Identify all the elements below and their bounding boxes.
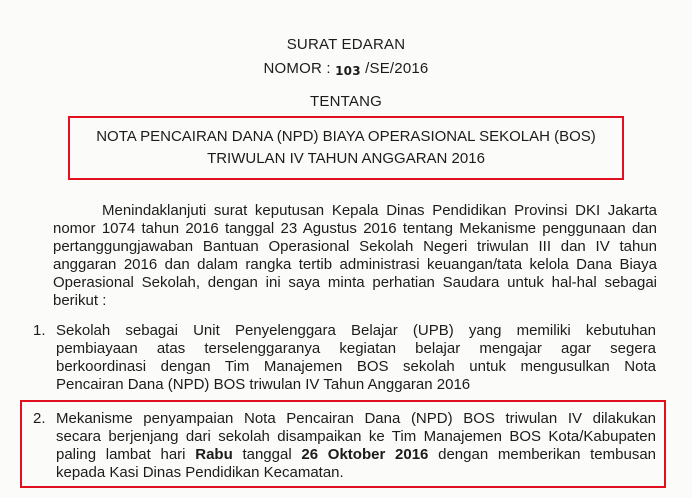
item-1-line: pembiayaan atas terselenggaranya kegiatan belajar mengajar agar segera (56, 340, 656, 357)
intro-line: berikut : (53, 292, 107, 309)
subject-title-line-1: NOTA PENCAIRAN DANA (NPD) BIAYA OPERASIONAL SEKOLAH (BOS) (96, 128, 596, 145)
deadline-suffix: dengan memberikan tembusan (428, 446, 657, 463)
item-number: 1. (33, 322, 46, 339)
item-2-line: Mekanisme penyampaian Nota Pencairan Dana (NPD) BOS triwulan IV dilakukan (56, 410, 656, 427)
deadline-prefix: paling lambat hari (56, 446, 196, 463)
subject-title-line-2: TRIWULAN IV TAHUN ANGGARAN 2016 (207, 150, 485, 167)
intro-line: Operasional Sekolah, dengan ini saya minta perhatian Saudara untuk hal-hal sebagai (53, 274, 657, 291)
item-2-line: secara berjenjang dari sekolah disampaikan ke Tim Manajemen BOS Kota/Kabupaten (56, 428, 656, 445)
intro-line: nomor 1074 tahun 2016 tanggal 23 Agustus 2016 tentang Mekanisme penggunaan dan (53, 220, 657, 237)
deadline-mid: tanggal (232, 446, 302, 463)
nomor-label: NOMOR : (263, 60, 331, 77)
deadline-date: 26 Oktober 2016 (301, 446, 429, 463)
nomor-suffix: /SE/2016 (365, 60, 429, 77)
item-1-line: berkoordinasi dengan Tim Manajemen BOS sekolah untuk mengusulkan Nota (56, 358, 656, 375)
item-1-line: Sekolah sebagai Unit Penyelenggara Belajar (UPB) yang memiliki kebutuhan (56, 322, 656, 339)
item-1-line: Pencairan Dana (NPD) BOS triwulan IV Tahun Anggaran 2016 (56, 376, 471, 393)
deadline-day: Rabu (195, 446, 233, 463)
item-2-line: kepada Kasi Dinas Pendidikan Kecamatan. (56, 464, 344, 481)
tentang-heading: TENTANG (310, 93, 382, 110)
intro-line: pertanggungjawaban Bantuan Operasional Sekolah Negeri triwulan III dan IV tahun (53, 238, 657, 255)
letter-type-heading: SURAT EDARAN (286, 36, 406, 53)
title-highlight-box (68, 116, 624, 180)
nomor-value: 103 (335, 64, 361, 78)
item-number: 2. (33, 410, 46, 427)
intro-line: anggaran 2016 dan dalam rangka tertib administrasi keuangan/tata kelola Dana Biaya (53, 256, 657, 273)
item-2-line-3 (56, 446, 656, 464)
intro-line: Menindaklanjuti surat keputusan Kepala Dinas Pendidikan Provinsi DKI Jakarta (102, 202, 657, 219)
letter-number-line (0, 60, 692, 78)
